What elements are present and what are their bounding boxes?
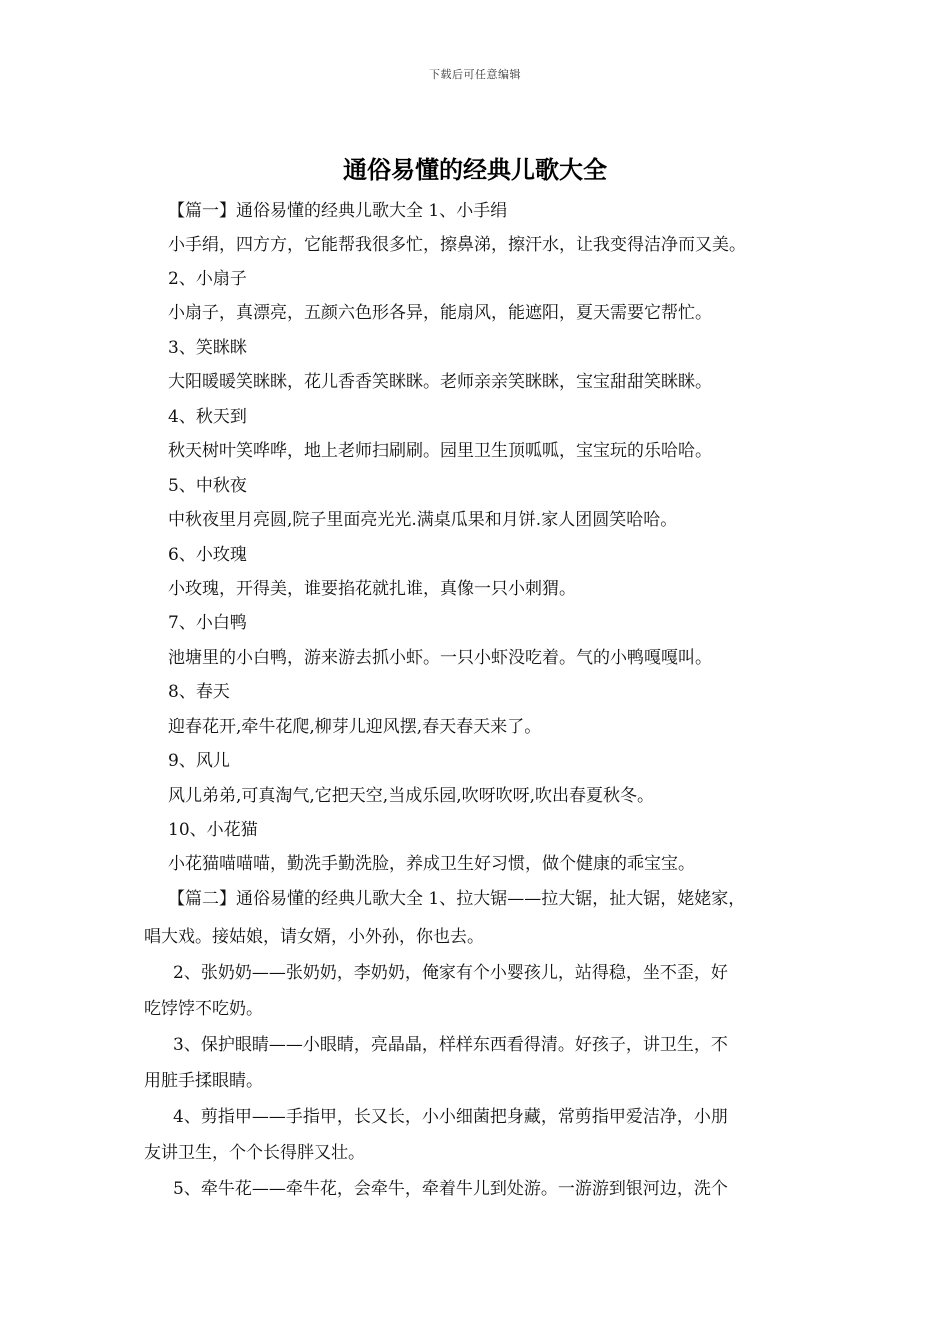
song-heading: 3、笑眯眯 [168, 338, 247, 358]
part2-paragraph-line: 唱大戏。接姑娘，请女婿，小外孙，你也去。 [144, 927, 484, 947]
song-body: 小花猫喵喵喵，勤洗手勤洗脸，养成卫生好习惯，做个健康的乖宝宝。 [168, 854, 695, 874]
song-body: 小扇子，真漂亮，五颜六色形各异，能扇风，能遮阳，夏天需要它帮忙。 [168, 303, 712, 323]
song-heading: 6、小玫瑰 [168, 545, 247, 565]
part2-paragraph-line: 4、剪指甲——手指甲，长又长，小小细菌把身藏，常剪指甲爱洁净，小朋 [173, 1107, 728, 1127]
part2-paragraph-line: 【篇二】通俗易懂的经典儿歌大全 1、拉大锯——拉大锯，扯大锯，姥姥家， [168, 889, 746, 909]
song-body: 大阳暖暖笑眯眯，花儿香香笑眯眯。老师亲亲笑眯眯，宝宝甜甜笑眯眯。 [168, 372, 712, 392]
part2-paragraph-line: 友讲卫生，个个长得胖又壮。 [144, 1143, 365, 1163]
song-body: 中秋夜里月亮圆,院子里面亮光光.满桌瓜果和月饼.家人团圆笑哈哈。 [168, 510, 678, 530]
song-body: 迎春花开,牵牛花爬,柳芽儿迎风摆,春天春天来了。 [168, 717, 542, 737]
part2-paragraph-line: 用脏手揉眼睛。 [144, 1071, 263, 1091]
song-heading: 5、中秋夜 [168, 476, 247, 496]
song-body: 小手绢，四方方，它能帮我很多忙，擦鼻涕，擦汗水，让我变得洁净而又美。 [168, 235, 746, 255]
song-body: 秋天树叶笑哗哗，地上老师扫刷刷。园里卫生顶呱呱，宝宝玩的乐哈哈。 [168, 441, 712, 461]
song-heading: 9、风儿 [168, 751, 230, 771]
part2-paragraph-line: 吃饽饽不吃奶。 [144, 999, 263, 1019]
song-heading: 10、小花猫 [168, 820, 258, 840]
song-body: 小玫瑰，开得美，谁要掐花就扎谁，真像一只小刺猬。 [168, 579, 576, 599]
song-heading: 2、小扇子 [168, 269, 247, 289]
song-body: 池塘里的小白鸭，游来游去抓小虾。一只小虾没吃着。气的小鸭嘎嘎叫。 [168, 648, 712, 668]
header-note: 下载后可任意编辑 [429, 68, 521, 81]
part2-paragraph-line: 2、张奶奶——张奶奶，李奶奶，俺家有个小婴孩儿，站得稳，坐不歪，好 [173, 963, 728, 983]
part1-intro: 【篇一】通俗易懂的经典儿歌大全 1、小手绢 [168, 201, 508, 221]
song-heading: 8、春天 [168, 682, 230, 702]
song-body: 风儿弟弟,可真淘气,它把天空,当成乐园,吹呀吹呀,吹出春夏秋冬。 [168, 786, 655, 806]
song-heading: 4、秋天到 [168, 407, 247, 427]
part2-paragraph-line: 5、牵牛花——牵牛花，会牵牛，牵着牛儿到处游。一游游到银河边，洗个 [173, 1179, 728, 1199]
song-heading: 7、小白鸭 [168, 613, 247, 633]
document-title: 通俗易懂的经典儿歌大全 [343, 156, 607, 184]
part2-paragraph-line: 3、保护眼睛——小眼睛，亮晶晶，样样东西看得清。好孩子，讲卫生，不 [173, 1035, 728, 1055]
